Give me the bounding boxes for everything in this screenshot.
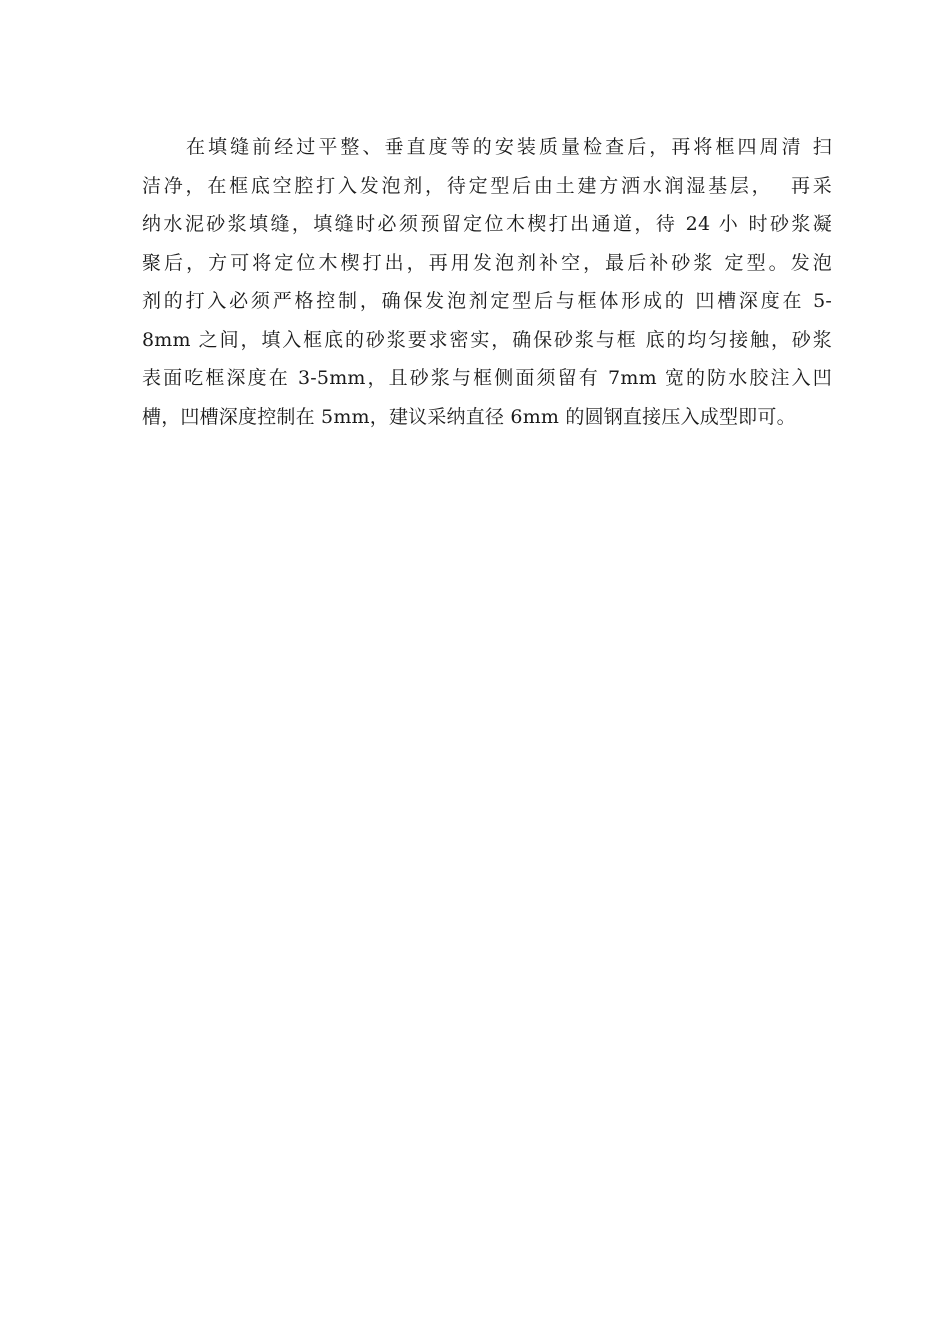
body-paragraph xyxy=(142,128,832,436)
paragraph-line: 槽，凹槽深度控制在 5mm，建议采纳直径 6mm 的圆钢直接压入成型即可。 xyxy=(142,405,796,428)
paragraph-line: 剂的打入必须严格控制，确保发泡剂定型后与框体形成的 凹槽深度在 5- xyxy=(142,290,832,312)
paragraph-line: 聚后，方可将定位木楔打出，再用发泡剂补空，最后补砂浆 定型。发泡 xyxy=(142,251,832,274)
paragraph-line: 8mm 之间，填入框底的砂浆要求密实，确保砂浆与框 底的均匀接触，砂浆 xyxy=(142,328,832,351)
paragraph-line: 纳水泥砂浆填缝，填缝时必须预留定位木楔打出通道，待 24 小 时砂浆凝 xyxy=(142,213,832,235)
paragraph-line: 洁净，在框底空腔打入发泡剂，待定型后由土建方洒水润湿基层， 再采 xyxy=(142,174,832,197)
paragraph-line: 在填缝前经过平整、垂直度等的安装质量检查后，再将框四周清 扫 xyxy=(186,136,832,158)
paragraph-line: 表面吃框深度在 3-5mm，且砂浆与框侧面须留有 7mm 宽的防水胶注入凹 xyxy=(142,367,832,389)
